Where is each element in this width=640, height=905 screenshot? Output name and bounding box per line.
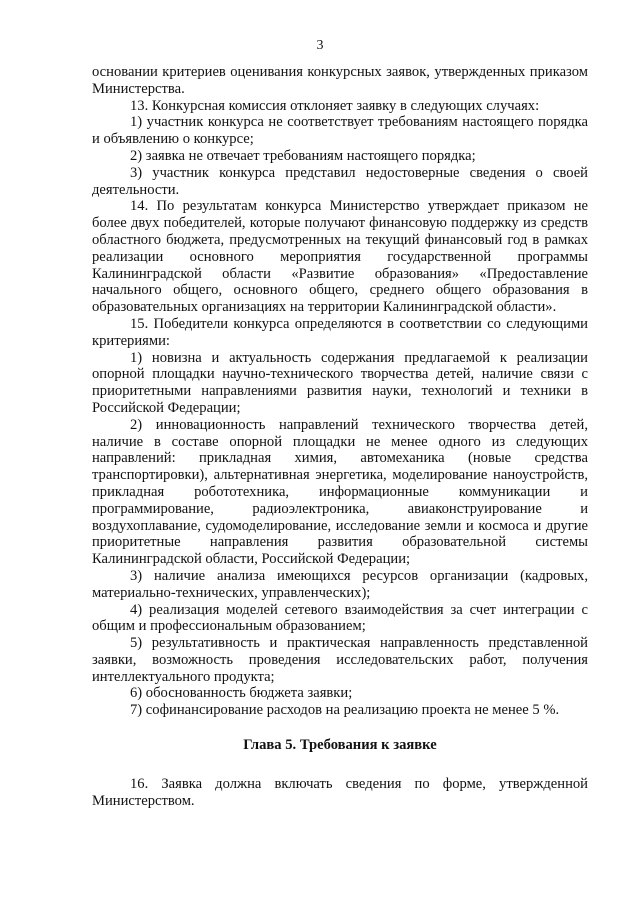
paragraph: 13. Конкурсная комиссия отклоняет заявку в следующих случаях: <box>130 97 540 114</box>
paragraph: 3) участник конкурса представил недостоверные сведения о своей деятельности. <box>92 164 588 198</box>
paragraph: 14. По результатам конкурса Министерство утверждает приказом не более двух победителей, которые получают финансовую поддержку из средств областного бюджета, предусмотренных на текущий финансовый год в рамках реализации основного мероприятия государственной программы Калининградской области «Развитие образования» «Предоставление начального общего, основного общего, среднего общего образования в образовательных организациях на территории Калининградской области». <box>92 198 588 316</box>
document-body <box>92 64 588 810</box>
paragraph: 1) новизна и актуальность содержания предлагаемой к реализации опорной площадки научно-технического творчества детей, наличие связи с приоритетными направлениями развития науки, технологий и техники в Российской Федерации; <box>92 349 588 416</box>
paragraph: 16. Заявка должна включать сведения по форме, утвержденной Министерством. <box>92 776 588 809</box>
page-number: 3 <box>316 38 324 53</box>
paragraphs-after <box>92 776 588 810</box>
paragraphs-before <box>92 64 588 719</box>
paragraph: 3) наличие анализа имеющихся ресурсов организации (кадровых, материально-технических, управленческих); <box>92 567 588 601</box>
paragraph: 1) участник конкурса не соответствует требованиям настоящего порядка и объявлению о конкурсе; <box>92 114 588 148</box>
paragraph: 4) реализация моделей сетевого взаимодействия за счет интеграции с общим и профессиональным образованием; <box>92 601 588 635</box>
chapter-heading: Глава 5. Требования к заявке <box>243 737 437 754</box>
paragraph: основании критериев оценивания конкурсных заявок, утвержденных приказом Министерства. <box>92 64 588 97</box>
paragraph: 15. Победители конкурса определяются в соответствии со следующими критериями: <box>92 315 588 349</box>
paragraph: 2) инновационность направлений технического творчества детей, наличие в составе опорной площадки не менее одного из следующих направлений: прикладная химия, автомеханика (новые средства транспортировки), альтернативная энергетика, моделирование наноустройств, прикладная робототехника, информационные коммуникации и программирование, радиоэлектроника, авиаконструирование и воздухоплавание, судомоделирование, исследование земли и космоса и другие приоритетные направления развития образовательной системы Калининградской области, Российской Федерации; <box>92 416 588 568</box>
paragraph: 2) заявка не отвечает требованиям настоящего порядка; <box>130 147 476 164</box>
paragraph: 6) обоснованность бюджета заявки; <box>130 685 353 702</box>
paragraph: 5) результативность и практическая направленность представленной заявки, возможность проведения исследовательских работ, получения интеллектуального продукта; <box>92 635 588 685</box>
paragraph: 7) софинансирование расходов на реализацию проекта не менее 5 %. <box>130 702 560 719</box>
